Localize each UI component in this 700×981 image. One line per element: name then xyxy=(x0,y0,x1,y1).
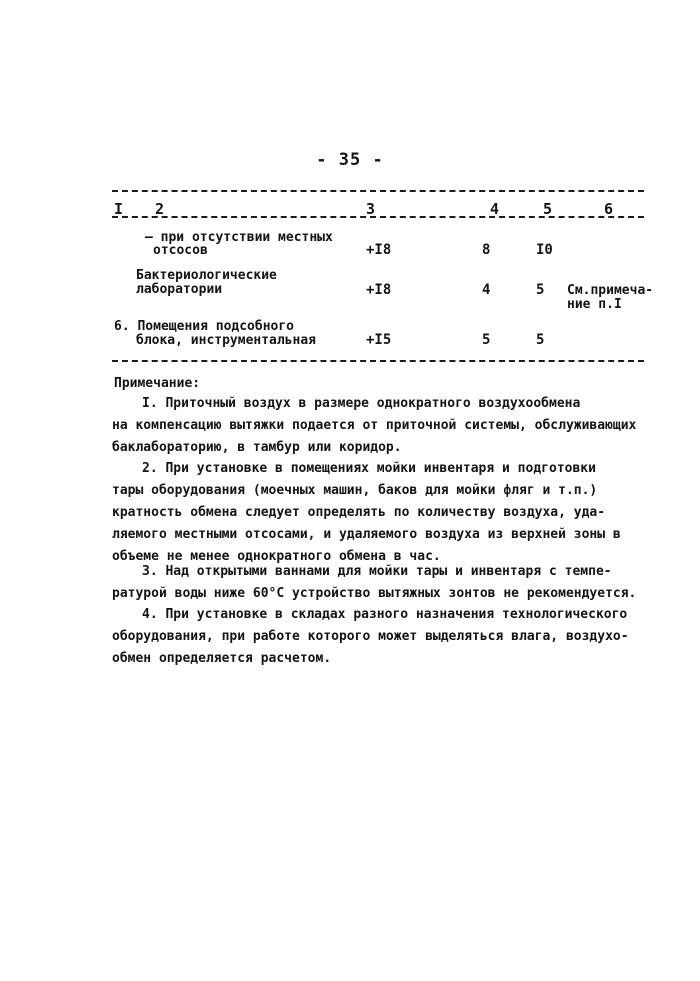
row-col4: 5 xyxy=(482,332,491,348)
notes-title: Примечание: xyxy=(114,376,201,391)
row-col3: +I5 xyxy=(366,332,392,348)
row-name-line1: 6. Помещения подсобного xyxy=(114,319,295,334)
table-bottom-rule xyxy=(112,360,644,362)
header-col-6: 6 xyxy=(604,200,614,218)
row-col5: I0 xyxy=(536,242,553,258)
header-col-2: 2 xyxy=(155,200,165,218)
row-name-line2: отсосов xyxy=(153,243,208,258)
header-col-1: I xyxy=(114,200,124,218)
note-line: на компенсацию вытяжки подается от приточной системы, обслуживающих xyxy=(112,418,637,433)
note-line: ляемого местными отсосами, и удаляемого воздуха из верхней зоны в xyxy=(112,527,621,542)
row-col6-line2: ние п.I xyxy=(567,297,622,312)
row-name-line1: – при отсутствии местных xyxy=(145,230,333,245)
row-col5: 5 xyxy=(536,282,545,298)
page-number: - 35 - xyxy=(316,150,384,170)
table-top-rule xyxy=(112,190,644,192)
note-line: кратность обмена следует определять по количеству воздуха, уда- xyxy=(112,505,606,520)
row-col4: 4 xyxy=(482,282,491,298)
header-col-5: 5 xyxy=(543,200,553,218)
note-line: баклабораторию, в тамбур или коридор. xyxy=(112,440,402,455)
note-line: I. Приточный воздух в размере однократного воздухообмена xyxy=(142,396,581,411)
note-paragraph-3 xyxy=(112,561,678,605)
note-paragraph-2 xyxy=(112,458,678,568)
header-bottom-rule xyxy=(112,216,644,218)
row-col6-line1: См.примеча- xyxy=(567,283,654,298)
row-name-line2: лаборатории xyxy=(136,282,223,297)
note-line: 4. При установке в складах разного назначения технологического xyxy=(142,607,628,622)
note-line: ратурой воды ниже 60°С устройство вытяжных зонтов не рекомендуется. xyxy=(112,586,637,601)
note-line: обмен определяется расчетом. xyxy=(112,651,332,666)
row-col3: +I8 xyxy=(366,282,392,298)
row-name-line1: Бактериологические xyxy=(136,268,277,283)
note-line: оборудования, при работе которого может выделяться влага, воздухо- xyxy=(112,629,629,644)
note-line: объеме не менее однократного обмена в час. xyxy=(112,549,441,564)
note-line: 2. При установке в помещениях мойки инвентаря и подготовки xyxy=(142,461,596,476)
note-paragraph-1 xyxy=(112,393,678,459)
note-line: 3. Над открытыми ваннами для мойки тары и инвентаря с темпе- xyxy=(142,564,612,579)
row-name-line2: блока, инструментальная xyxy=(136,333,317,348)
note-paragraph-4 xyxy=(112,604,678,670)
header-col-3: 3 xyxy=(366,200,376,218)
note-line: тары оборудования (моечных машин, баков для мойки фляг и т.п.) xyxy=(112,483,598,498)
row-col4: 8 xyxy=(482,242,491,258)
row-col3: +I8 xyxy=(366,242,392,258)
header-col-4: 4 xyxy=(490,200,500,218)
row-col5: 5 xyxy=(536,332,545,348)
